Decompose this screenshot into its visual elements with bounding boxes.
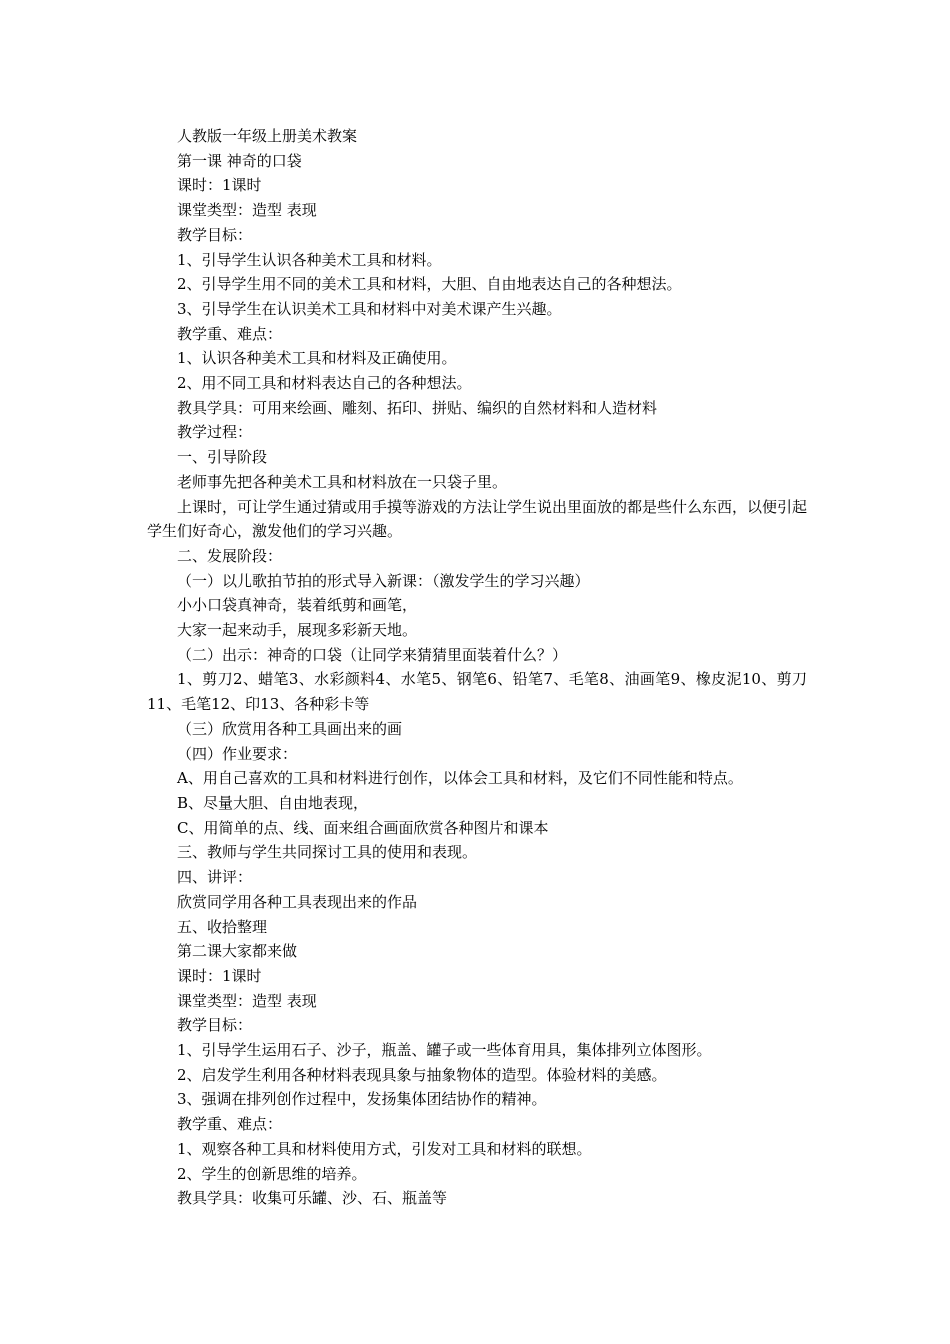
text-paragraph: 1、剪刀2、蜡笔3、水彩颜料4、水笔5、钢笔6、铅笔7、毛笔8、油画笔9、橡皮泥10、剪刀11、毛笔12、印13、各种彩卡等 — [147, 670, 807, 714]
document-body — [147, 124, 807, 1211]
text-line: 课时：1课时 — [177, 966, 262, 985]
text-line: （二）出示：神奇的口袋（让同学来猜猜里面装着什么？） — [177, 645, 568, 664]
text-line: 1、观察各种工具和材料使用方式，引发对工具和材料的联想。 — [177, 1139, 592, 1158]
text-line: 1、引导学生认识各种美术工具和材料。 — [177, 250, 442, 269]
text-line: 3、引导学生在认识美术工具和材料中对美术课产生兴趣。 — [177, 299, 562, 318]
text-line: B、尽量大胆、自由地表现， — [177, 793, 369, 812]
text-paragraph: 上课时，可让学生通过猜或用手摸等游戏的方法让学生说出里面放的都是些什么东西，以便引起学生们好奇心，激发他们的学习兴趣。 — [147, 497, 808, 541]
text-line: 教具学具：可用来绘画、雕刻、拓印、拼贴、编织的自然材料和人造材料 — [177, 398, 658, 417]
text-line: 1、引导学生运用石子、沙子，瓶盖、罐子或一些体育用具，集体排列立体图形。 — [177, 1041, 712, 1060]
text-line: 小小口袋真神奇，装着纸剪和画笔， — [177, 596, 418, 615]
text-line: （一）以儿歌拍节拍的形式导入新课：（激发学生的学习兴趣） — [177, 571, 590, 590]
text-line: （四）作业要求： — [177, 744, 298, 763]
text-line: C、用简单的点、线、面来组合画面欣赏各种图片和课本 — [177, 818, 549, 837]
lesson-2-heading: 第二课大家都来做 — [177, 942, 298, 961]
section-heading: 教学目标： — [177, 225, 253, 244]
section-heading: 教学过程： — [177, 423, 253, 442]
text-line: 2、启发学生利用各种材料表现具象与抽象物体的造型。体验材料的美感。 — [177, 1065, 667, 1084]
text-line: 3、强调在排列创作过程中，发扬集体团结协作的精神。 — [177, 1090, 547, 1109]
text-line: 2、用不同工具和材料表达自己的各种想法。 — [177, 374, 472, 393]
text-line: （三）欣赏用各种工具画出来的画 — [177, 719, 403, 738]
text-line: 课堂类型：造型 表现 — [177, 991, 317, 1010]
text-line: 二、发展阶段： — [177, 546, 283, 565]
text-line: 三、教师与学生共同探讨工具的使用和表现。 — [177, 843, 478, 862]
section-heading: 教学重、难点： — [177, 1115, 283, 1134]
text-line: 2、学生的创新思维的培养。 — [177, 1164, 367, 1183]
text-line: 五、收拾整理 — [177, 917, 268, 936]
text-line: 欣赏同学用各种工具表现出来的作品 — [177, 892, 418, 911]
text-line: 一、引导阶段 — [177, 448, 268, 467]
document-title: 人教版一年级上册美术教案 — [177, 127, 358, 145]
text-line: 课堂类型：造型 表现 — [177, 201, 317, 220]
text-line: 大家一起来动手，展现多彩新天地。 — [177, 621, 418, 640]
text-line: 教具学具：收集可乐罐、沙、石、瓶盖等 — [177, 1189, 448, 1208]
lesson-1-heading: 第一课 神奇的口袋 — [177, 151, 302, 170]
text-line: 老师事先把各种美术工具和材料放在一只袋子里。 — [177, 472, 508, 491]
text-line: 四、讲评： — [177, 868, 253, 887]
text-line: 2、引导学生用不同的美术工具和材料，大胆、自由地表达自己的各种想法。 — [177, 275, 682, 294]
text-line: 1、认识各种美术工具和材料及正确使用。 — [177, 349, 457, 368]
text-line: A、用自己喜欢的工具和材料进行创作，以体会工具和材料，及它们不同性能和特点。 — [177, 769, 743, 788]
section-heading: 教学重、难点： — [177, 324, 283, 343]
section-heading: 教学目标： — [177, 1016, 253, 1035]
text-line: 课时：1课时 — [177, 176, 262, 195]
